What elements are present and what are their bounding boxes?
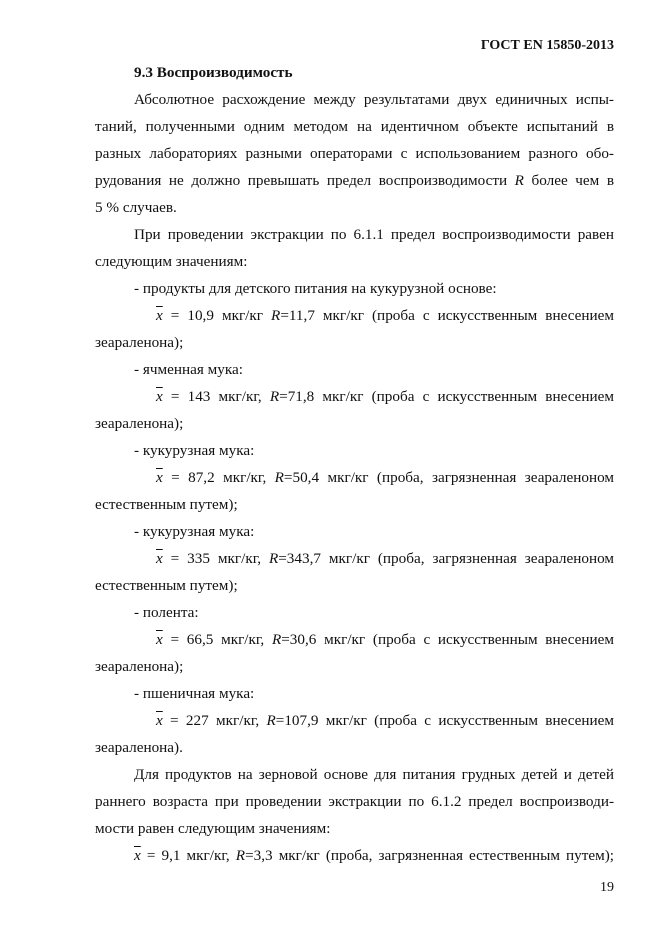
reproducibility-value: =71,8 мкг/кг (проба с искусственным внесением	[279, 388, 614, 405]
item-continuation: естественным путем);	[95, 496, 238, 513]
text: рудования не должно превышать предел воспроизводимости	[95, 172, 515, 189]
paragraph-1-line-1: Абсолютное расхождение между результатами двух единичных испы-	[134, 91, 614, 108]
item-label: - полента:	[134, 604, 199, 621]
x-bar-symbol: $\overline{x}$	[156, 307, 163, 324]
reproducibility-value: =30,6 мкг/кг (проба с искусственным внесением	[281, 631, 614, 648]
mean-value: = 143 мкг/кг,	[162, 388, 270, 405]
text: более чем в	[523, 172, 614, 189]
x-bar-symbol: $\overline{x}$	[156, 469, 163, 486]
item-label: - кукурузная мука:	[134, 442, 255, 459]
symbol-r: R	[266, 712, 276, 729]
item-continuation: зеараленона);	[95, 415, 184, 432]
item-label: - пшеничная мука:	[134, 685, 255, 702]
item-formula	[156, 550, 614, 568]
item-formula	[156, 631, 614, 649]
item-label: - ячменная мука:	[134, 361, 243, 378]
item-formula	[156, 388, 614, 406]
reproducibility-value: =107,9 мкг/кг (проба с искусственным внесением	[275, 712, 614, 729]
x-bar-symbol: $\overline{x}$	[156, 712, 163, 729]
symbol-r: R	[271, 631, 282, 648]
mean-value: = 9,1 мкг/кг,	[140, 847, 236, 864]
item-continuation: зеараленона);	[95, 658, 184, 675]
section-title: 9.3 Воспроизводимость	[134, 64, 293, 81]
final-formula	[134, 847, 614, 865]
symbol-r: R	[271, 307, 281, 324]
paragraph-1-line-4	[95, 172, 614, 190]
paragraph-3-line-1: Для продуктов на зерновой основе для питания грудных детей и детей	[134, 766, 614, 783]
symbol-r: R	[269, 388, 280, 405]
paragraph-1-line-5: 5 % случаев.	[95, 199, 177, 216]
item-label: - кукурузная мука:	[134, 523, 255, 540]
x-bar-symbol: $\overline{x}$	[156, 388, 163, 405]
reproducibility-value: =11,7 мкг/кг (проба с искусственным внесением	[280, 307, 614, 324]
item-continuation: зеараленона);	[95, 334, 184, 351]
reproducibility-value: =343,7 мкг/кг (проба, загрязненная зеараленоном	[278, 550, 614, 567]
paragraph-3-line-3: мости равен следующим значениям:	[95, 820, 331, 837]
paragraph-1-line-2: таний, полученными одним методом на идентичном объекте испытаний в	[95, 118, 614, 135]
mean-value: = 66,5 мкг/кг,	[162, 631, 272, 648]
item-formula	[156, 469, 614, 487]
mean-value: = 10,9 мкг/кг	[162, 307, 272, 324]
item-label: - продукты для детского питания на кукурузной основе:	[134, 280, 497, 297]
paragraph-2-line-1: При проведении экстракции по 6.1.1 предел воспроизводимости равен	[134, 226, 614, 243]
reproducibility-value: =3,3 мкг/кг (проба, загрязненная естественным путем);	[245, 847, 614, 864]
item-continuation: зеараленона).	[95, 739, 183, 756]
symbol-r: R	[235, 847, 246, 864]
mean-value: = 227 мкг/кг,	[162, 712, 267, 729]
paragraph-1-line-3: разных лабораториях разными операторами с использованием разного обо-	[95, 145, 614, 162]
mean-value: = 335 мкг/кг,	[162, 550, 269, 567]
x-bar-symbol: $\overline{x}$	[134, 847, 141, 864]
item-formula	[156, 307, 614, 325]
paragraph-3-line-2: раннего возраста при проведении экстракции по 6.1.2 предел воспроизводи-	[95, 793, 614, 810]
reproducibility-value: =50,4 мкг/кг (проба, загрязненная зеараленоном	[283, 469, 614, 486]
item-continuation: естественным путем);	[95, 577, 238, 594]
x-bar-symbol: $\overline{x}$	[156, 550, 163, 567]
standard-header: ГОСТ EN 15850-2013	[480, 38, 614, 53]
page-number: 19	[600, 880, 614, 895]
mean-value: = 87,2 мкг/кг,	[162, 469, 275, 486]
symbol-r: R	[274, 469, 284, 486]
symbol-r: R	[514, 172, 524, 189]
symbol-r: R	[268, 550, 279, 567]
item-formula	[156, 712, 614, 730]
paragraph-2-line-2: следующим значениям:	[95, 253, 248, 270]
x-bar-symbol: $\overline{x}$	[156, 631, 163, 648]
